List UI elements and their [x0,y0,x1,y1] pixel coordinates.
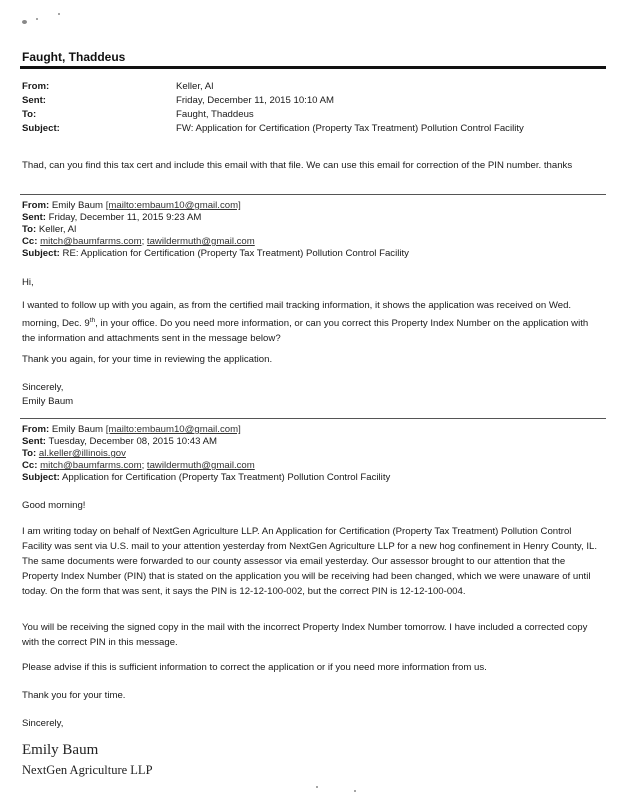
document-owner-name: Faught, Thaddeus [22,50,126,64]
msg1-to-label: To: [22,224,37,235]
msg2-sent-line [22,436,217,449]
msg2-subject-value: Application for Certification (Property Tax Treatment) Pollution Control Facility [62,472,391,483]
msg2-sent-label: Sent: [22,436,46,447]
msg1-sent-label: Sent: [22,212,46,223]
scan-speck [36,18,38,20]
msg2-sent-value: Tuesday, December 08, 2015 10:43 AM [48,436,218,447]
msg1-to-line [22,224,76,237]
msg2-paragraph-1: I am writing today on behalf of NextGen Agriculture LLP. An Application for Certification (Property Tax Treatment) Pollution Control Facility was sent via U.S. mail to your attention yesterday from NextGen Agriculture LLP for a new hog confinement in Henry County, IL. The same documents were forwarded to our county assessor via email yesterday. Our assessor brought to our attention that the Property Index Number (PIN) that is stated on the application you will be receiving had been changed, which we were unaware of until today. On the form that was sent, it says the PIN is 12-12-100-002, but the correct PIN is 12-12-100-004. [22,526,598,597]
msg1-from-line [22,200,241,213]
header-subject-label: Subject: [22,123,60,134]
msg2-to-link[interactable]: al.keller@illinois.gov [38,448,126,459]
msg2-cc-link-2[interactable]: tawildermuth@gmail.com [146,460,255,471]
msg2-cc-line [22,460,255,473]
msg1-paragraph-1-part-a: I wanted to follow up with you again, as from the certified mail tracking information, it shows the application was received on Wed. morning, Dec. 9 [22,300,572,330]
msg2-subject-line [22,472,390,485]
header-from-value: Keller, Al [176,81,214,92]
msg2-closing: Sincerely, [22,718,64,729]
msg1-from-name: Emily Baum [51,200,104,211]
msg1-cc-label: Cc: [22,236,38,247]
msg2-to-label: To: [22,448,37,459]
msg1-from-label: From: [22,200,50,211]
msg1-paragraph-1 [22,298,602,346]
msg2-to-line [22,448,126,461]
header-to-value: Faught, Thaddeus [176,109,254,120]
msg2-subject-label: Subject: [22,472,60,483]
msg1-cc-link-1[interactable]: mitch@baumfarms.com [40,236,142,247]
scan-speck [22,20,27,24]
msg2-from-label: From: [22,424,50,435]
msg1-sent-value: Friday, December 11, 2015 9:23 AM [48,212,202,223]
message-divider [20,418,606,419]
msg1-mailto-link[interactable]: [mailto:embaum10@gmail.com] [105,200,241,211]
msg1-cc-line [22,236,255,249]
msg1-ordinal-suffix: th [89,317,96,324]
msg1-subject-line [22,248,409,261]
message-divider [20,194,606,195]
header-sent-value: Friday, December 11, 2015 10:10 AM [176,95,335,106]
msg1-cc-link-2[interactable]: tawildermuth@gmail.com [146,236,255,247]
msg2-paragraph-2: You will be receiving the signed copy in the mail with the incorrect Property Index Number tomorrow. I have included a corrected copy with the correct PIN in this message. [22,622,588,648]
msg2-paragraph-4: Thank you for your time. [22,690,126,701]
header-sent-label: Sent: [22,95,46,106]
scan-speck [58,13,60,15]
msg2-greeting: Good morning! [22,500,86,511]
header-subject-value: FW: Application for Certification (Property Tax Treatment) Pollution Control Facility [176,123,524,134]
signature-name: Emily Baum [22,742,99,758]
msg1-paragraph-2: Thank you again, for your time in reviewing the application. [22,354,273,365]
title-divider [20,66,606,69]
msg1-subject-value: RE: Application for Certification (Property Tax Treatment) Pollution Control Facility [62,248,409,259]
header-to-label: To: [22,109,37,120]
msg2-cc-link-1[interactable]: mitch@baumfarms.com [40,460,142,471]
msg2-cc-label: Cc: [22,460,38,471]
msg1-paragraph-1-part-b: , in your office. Do you need more information, or can you correct this Property Index Number on the application with the information and attachments sent in the message below? [22,318,589,345]
msg2-cc-separator: ; [141,460,145,471]
msg1-to-value: Keller, Al [38,224,77,235]
signature-company: NextGen Agriculture LLP [22,763,153,777]
forward-note: Thad, can you find this tax cert and include this email with that file. We can use this email for correction of the PIN number. thanks [22,160,573,171]
scan-speck [316,786,318,788]
msg1-closing: Sincerely, [22,382,64,393]
msg1-subject-label: Subject: [22,248,60,259]
msg2-from-name: Emily Baum [51,424,104,435]
msg2-from-line [22,424,241,437]
msg2-paragraph-3: Please advise if this is sufficient information to correct the application or if you need more information from us. [22,662,487,673]
scan-speck [354,790,356,792]
header-from-label: From: [22,81,50,92]
msg1-greeting: Hi, [22,277,34,288]
msg1-sent-line [22,212,201,225]
msg1-signature: Emily Baum [22,396,74,407]
msg2-mailto-link[interactable]: [mailto:embaum10@gmail.com] [105,424,241,435]
msg1-cc-separator: ; [141,236,145,247]
